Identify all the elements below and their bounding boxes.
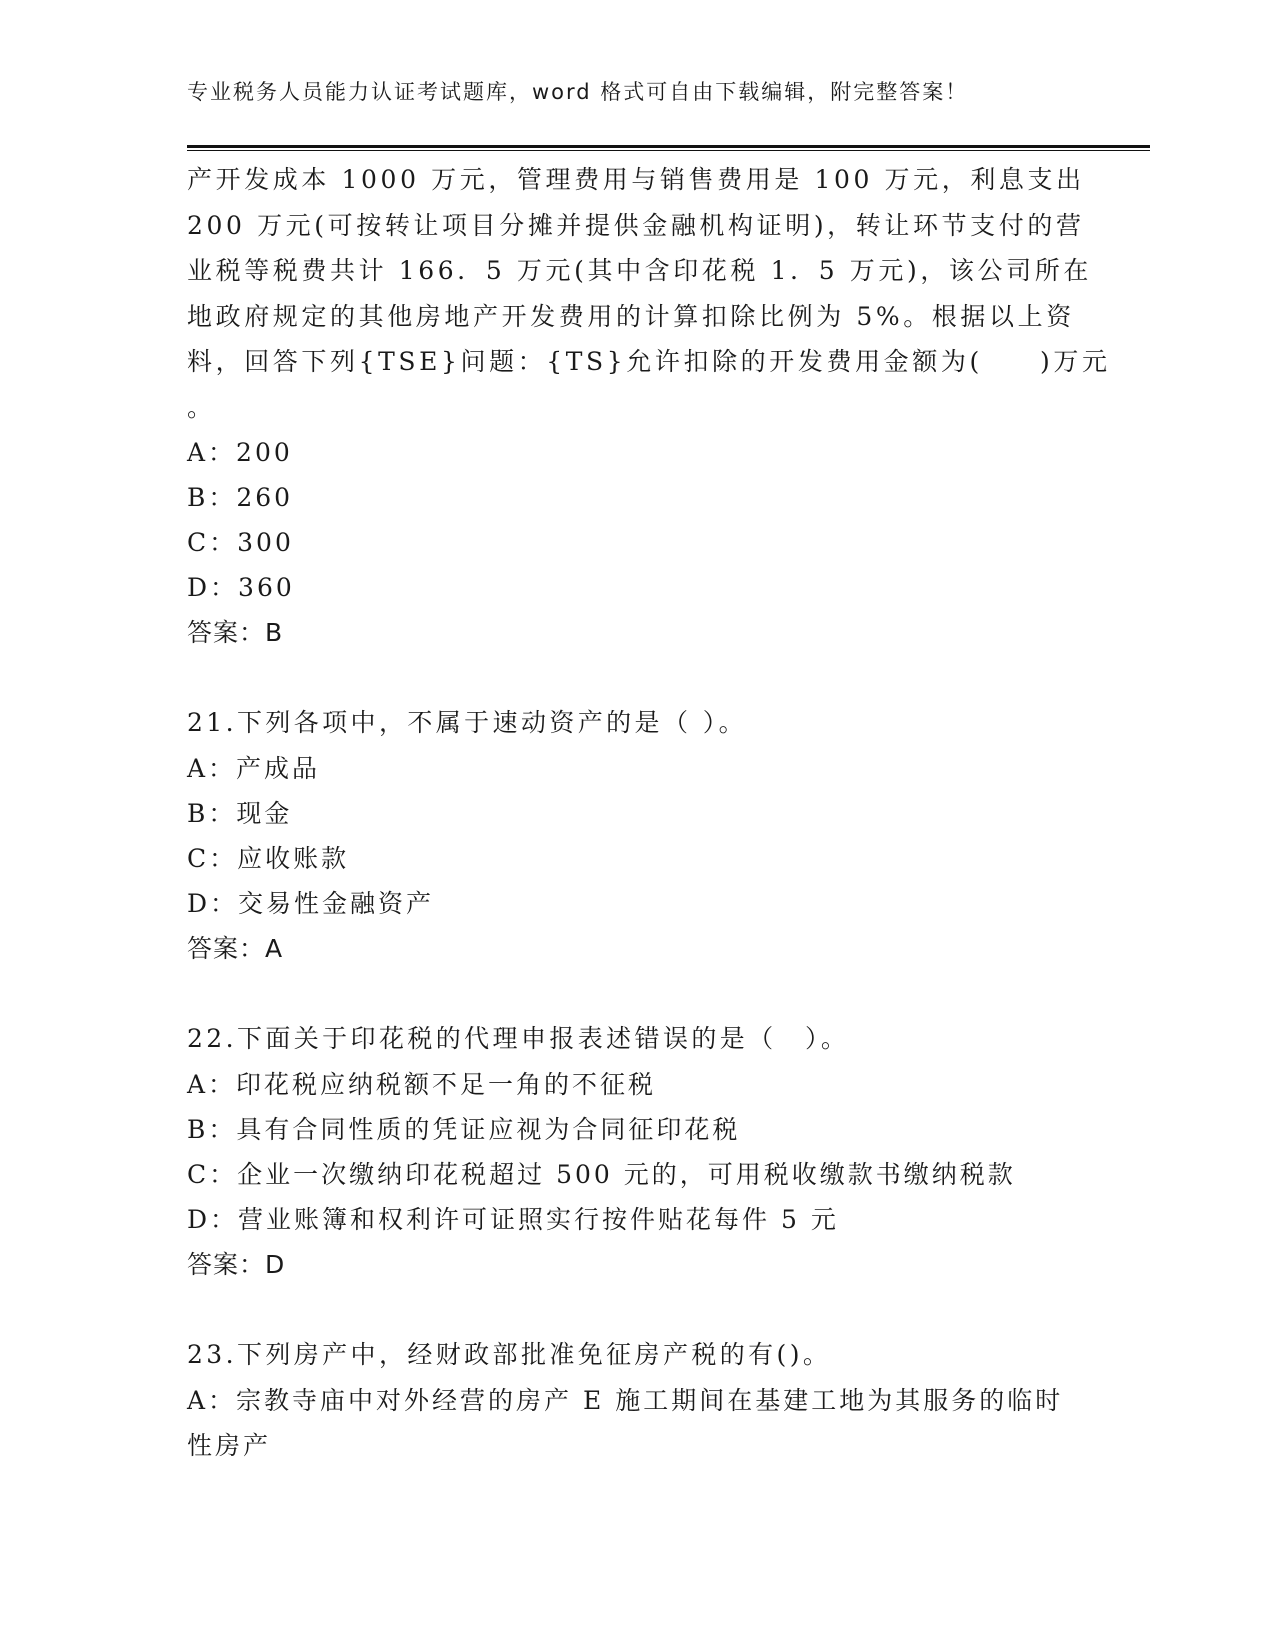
question-20-continued bbox=[187, 157, 1111, 656]
option-b: B：260 bbox=[187, 483, 294, 512]
option-c: C：企业一次缴纳印花税超过 500 元的，可用税收缴款书缴纳税款 bbox=[187, 1160, 1016, 1189]
question-stem-line: 地政府规定的其他房地产开发费用的计算扣除比例为 5%。根据以上资 bbox=[187, 301, 1075, 331]
question-stem-line: 。 bbox=[187, 392, 216, 422]
header-rule-thick bbox=[187, 145, 1150, 148]
option-a: A：印花税应纳税额不足一角的不征税 bbox=[187, 1070, 657, 1099]
spacer bbox=[187, 1288, 1087, 1332]
page-header: 专业税务人员能力认证考试题库，word 格式可自由下载编辑，附完整答案！ bbox=[187, 80, 969, 104]
option-a-line: 性房产 bbox=[187, 1431, 272, 1460]
question-stem-line: 产开发成本 1000 万元，管理费用与销售费用是 100 万元，利息支出 bbox=[187, 165, 1085, 194]
spacer bbox=[187, 972, 1087, 1016]
question-content bbox=[187, 157, 1111, 1468]
option-d: D：营业账簿和权利许可证照实行按件贴花每件 5 元 bbox=[187, 1205, 839, 1234]
option-a: A：产成品 bbox=[187, 754, 321, 783]
option-d: D：交易性金融资产 bbox=[187, 889, 435, 918]
question-21 bbox=[187, 700, 1087, 972]
question-stem: 21.下列各项中，不属于速动资产的是（ ）。 bbox=[187, 708, 748, 737]
question-22 bbox=[187, 1016, 1087, 1288]
question-23 bbox=[187, 1332, 1087, 1468]
option-b: B：现金 bbox=[187, 799, 293, 828]
question-stem: 23.下列房产中，经财政部批准免征房产税的有()。 bbox=[187, 1340, 832, 1369]
option-b: B：具有合同性质的凭证应视为合同征印花税 bbox=[187, 1115, 741, 1144]
question-stem-line: 业税等税费共计 166．5 万元(其中含印花税 1．5 万元)，该公司所在 bbox=[187, 256, 1092, 285]
option-d: D：360 bbox=[187, 573, 295, 602]
option-a: A：200 bbox=[187, 438, 293, 467]
question-stem-line: 料，回答下列{TSE}问题：{TS}允许扣除的开发费用金额为( )万元 bbox=[187, 347, 1111, 376]
answer-label: 答案：A bbox=[187, 934, 284, 963]
question-stem: 22.下面关于印花税的代理申报表述错误的是（ ）。 bbox=[187, 1024, 850, 1053]
option-a-line: A：宗教寺庙中对外经营的房产 E 施工期间在基建工地为其服务的临时 bbox=[187, 1386, 1064, 1415]
option-c: C：应收账款 bbox=[187, 844, 350, 873]
spacer bbox=[187, 656, 1087, 700]
option-c: C：300 bbox=[187, 528, 294, 557]
answer-label: 答案：D bbox=[187, 1250, 286, 1279]
header-rule-thin bbox=[187, 150, 1150, 151]
answer-label: 答案：B bbox=[187, 618, 284, 647]
question-stem-line: 200 万元(可按转让项目分摊并提供金融机构证明)，转让环节支付的营 bbox=[187, 210, 1085, 240]
